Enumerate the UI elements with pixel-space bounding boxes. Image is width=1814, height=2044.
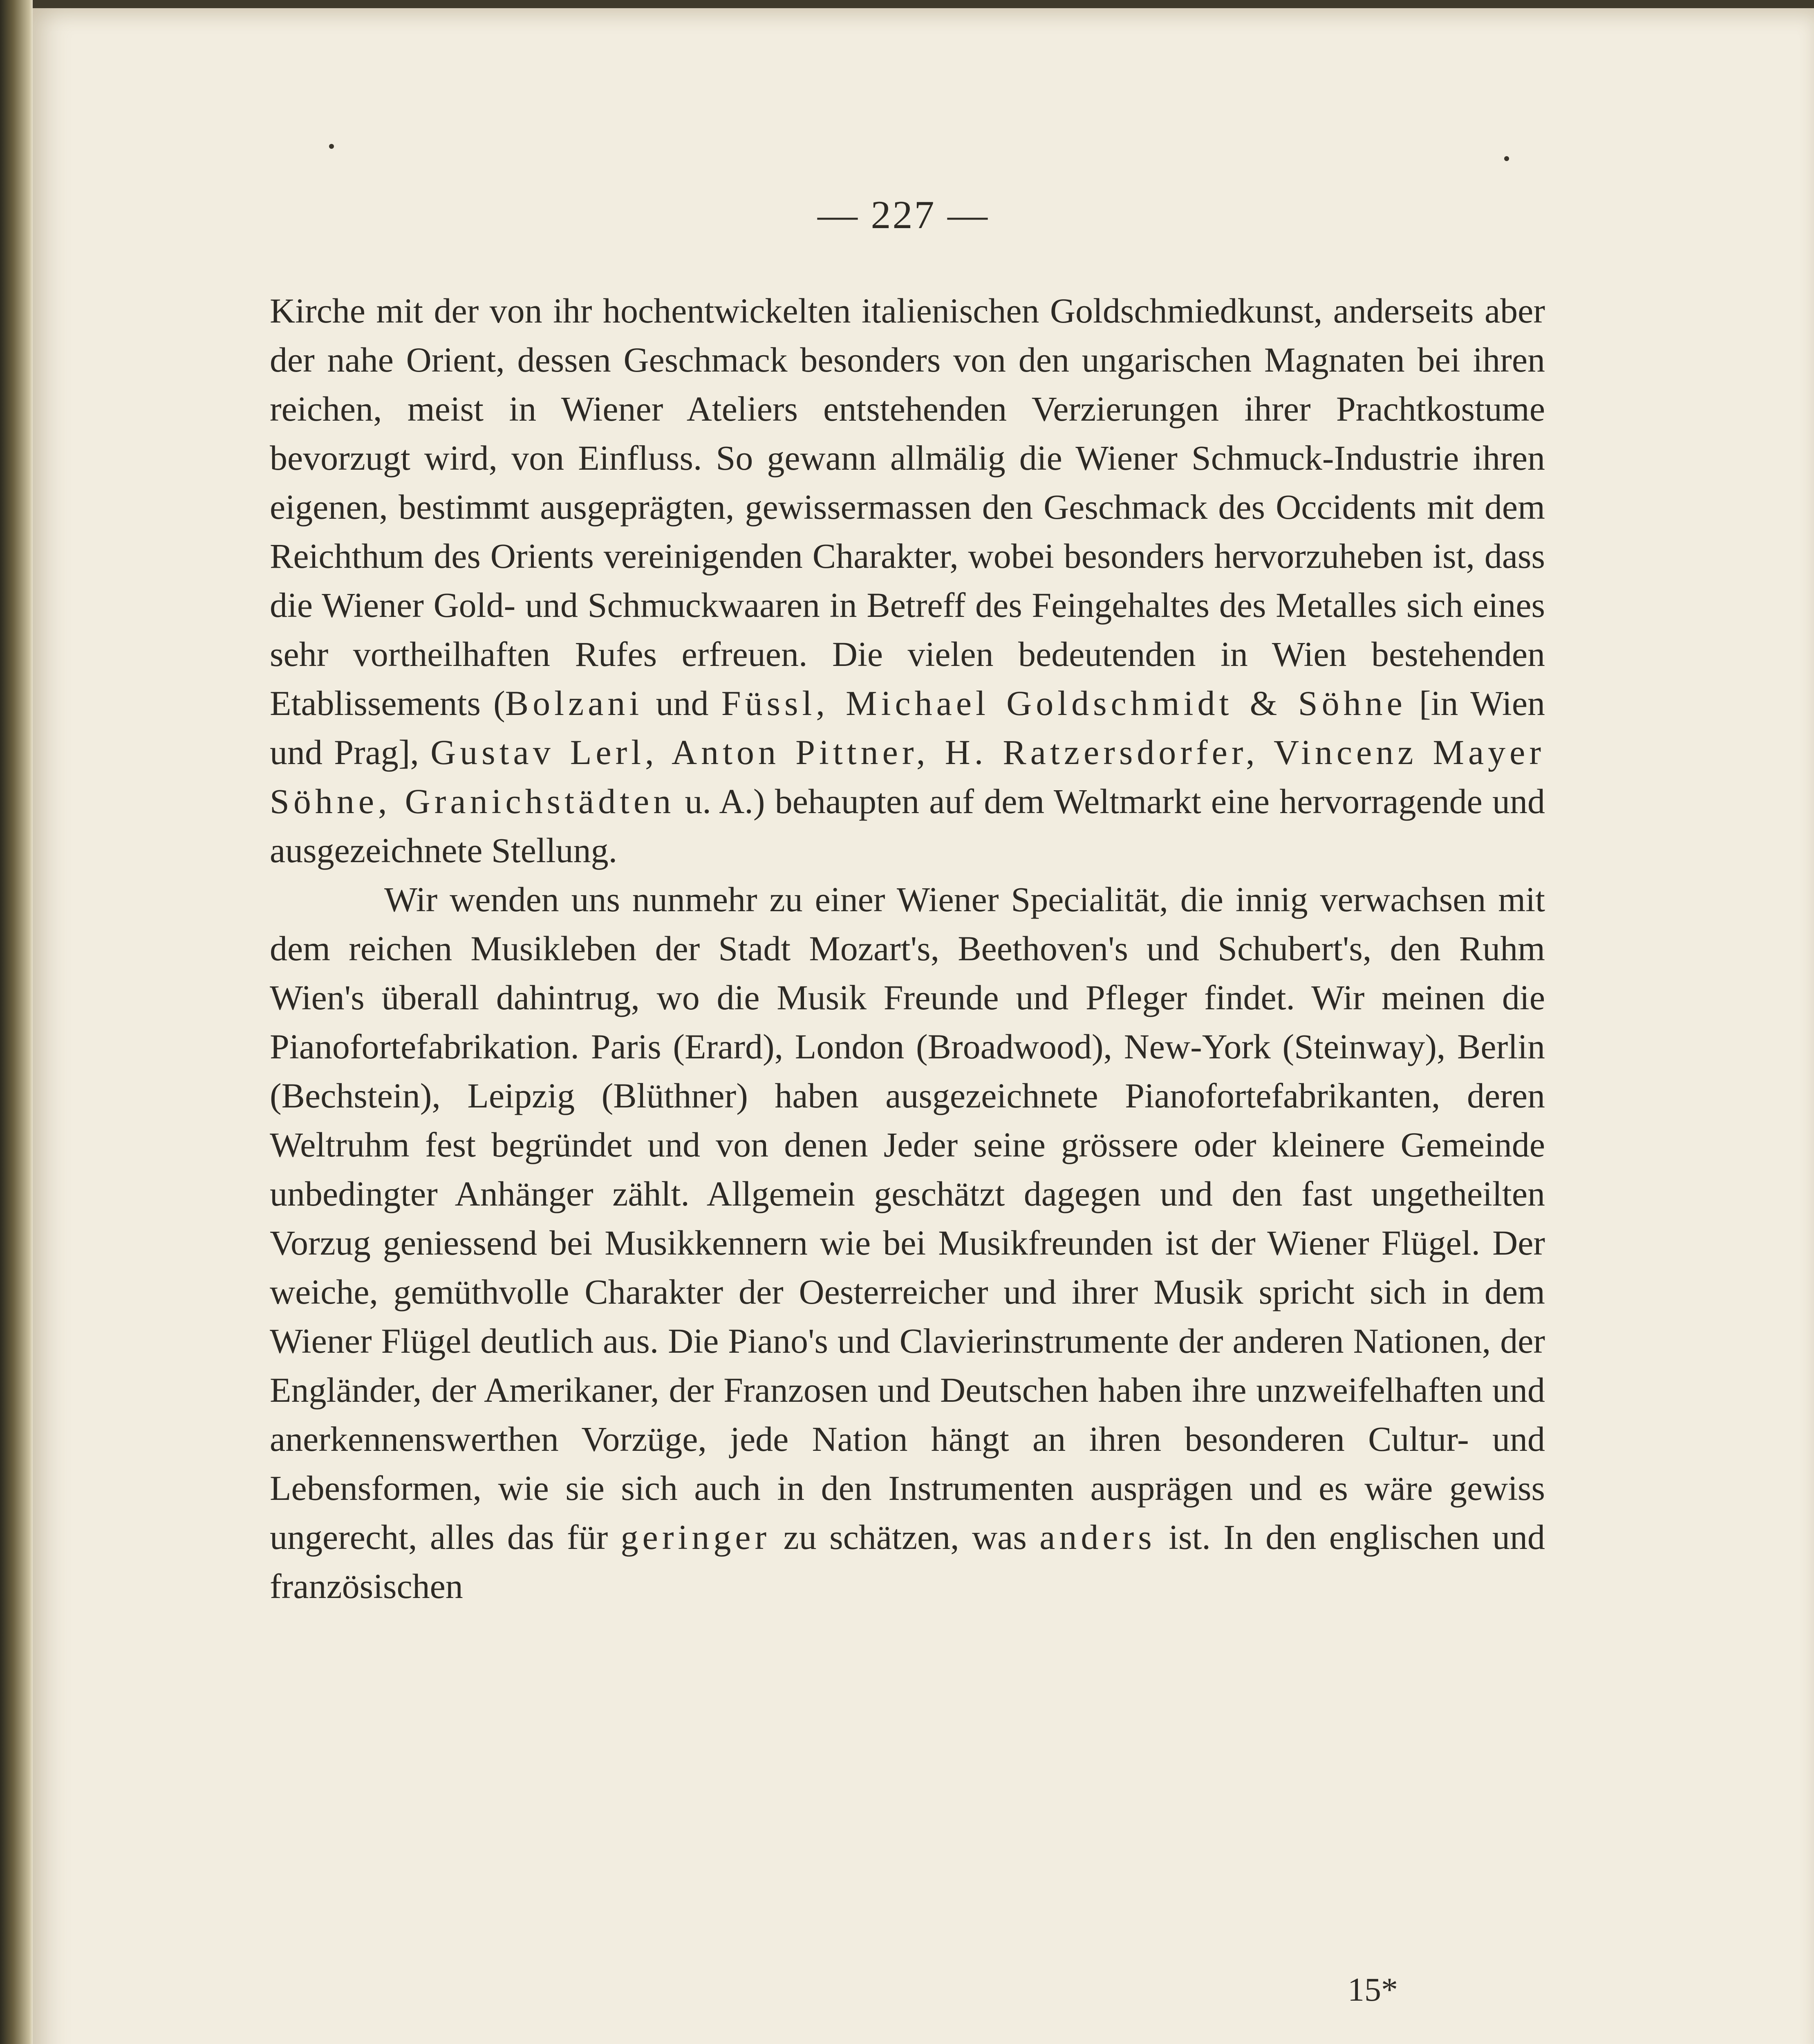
paragraph-2-text: Wir wenden uns nunmehr zu einer Wiener Specialität, die innig verwachsen mit dem reichen Musikleben der Stadt Mozart's, Beethoven's und Schubert's, den Ruhm Wien's überall dahintrug, wo die Musik Freunde und Pfleger findet. Wir meinen die Pianofortefabrikation. Paris (Erard), London (Broadwood), New-York (Steinway), Berlin (Bechstein), Leipzig (Blüthner) haben ausgezeichnete Pianofortefabrikanten, deren Weltruhm fest begründet und von denen Jeder seine grössere oder kleinere Gemeinde unbedingter Anhänger zählt. Allgemein geschätzt dagegen und den fast ungetheilten Vorzug geniessend bei Musikkennern wie bei Musikfreunden ist der Wiener Flügel. Der weiche, gemüthvolle Charakter der Oesterreicher und ihrer Musik spricht sich in dem Wiener Flügel deutlich aus. Die Piano's und Clavierinstrumente der anderen Nationen, der Engländer, der Amerikaner, der Franzosen und Deutschen haben ihre unzweifelhaften und anerkennenswerthen Vorzüge, jede Nation hängt an ihren besonderen Cultur- und Lebensformen, wie sie sich auch in den Instrumenten ausprägen und es wäre gewiss ungerecht, alles das für [270,880,1545,1557]
paragraph-1 [270,286,1545,875]
body-text [270,286,1545,1611]
page-number: — 227 — [817,193,989,237]
paragraph-2-ending: ist. In den englischen und französischen [270,1517,1545,1606]
firm-name-bolzani: Bolzani [505,684,643,723]
paragraph-1-location-note: [in Wien und Prag], [270,684,1545,772]
emphasis-anders: anders [1039,1517,1156,1557]
emphasis-geringer: geringer [620,1517,771,1557]
paragraph-1-conjunction: und [643,684,721,723]
firm-names-group-2: Gustav Lerl, Anton Pittner, H. Ratzersdorfer, Vincenz Mayer Söhne, Granichstädten [270,733,1545,821]
paper-speck [1504,156,1509,161]
signature-mark: 15* [1348,1971,1398,2008]
paragraph-1-ending: u. A.) behaupten auf dem Weltmarkt eine hervorragende und ausgezeichnete Stellung. [270,782,1545,870]
paragraph-1-text: Kirche mit der von ihr hochentwickelten italienischen Goldschmiedkunst, anderseits aber der nahe Orient, dessen Geschmack besonders von den ungarischen Magnaten bei ihren reichen, meist in Wiener Ateliers entstehenden Verzierungen ihrer Prachtkostume bevorzugt wird, von Einfluss. So gewann allmälig die Wiener Schmuck-Industrie ihren eigenen, bestimmt ausgeprägten, gewissermassen den Geschmack des Occidents mit dem Reichthum des Orients vereinigenden Charakter, wobei besonders hervorzuheben ist, dass die Wiener Gold- und Schmuckwaaren in Betreff des Feingehaltes des Metalles sich eines sehr vortheilhaften Rufes erfreuen. Die vielen bedeutenden in Wien bestehenden Etablissements ( [270,291,1545,723]
firm-names-group-1: Füssl, Michael Goldschmidt & Söhne [721,684,1406,723]
book-spine-edge [0,0,33,2044]
paper-speck [329,144,334,149]
paragraph-2 [270,875,1545,1611]
paragraph-2-middle: zu schätzen, was [770,1517,1040,1557]
